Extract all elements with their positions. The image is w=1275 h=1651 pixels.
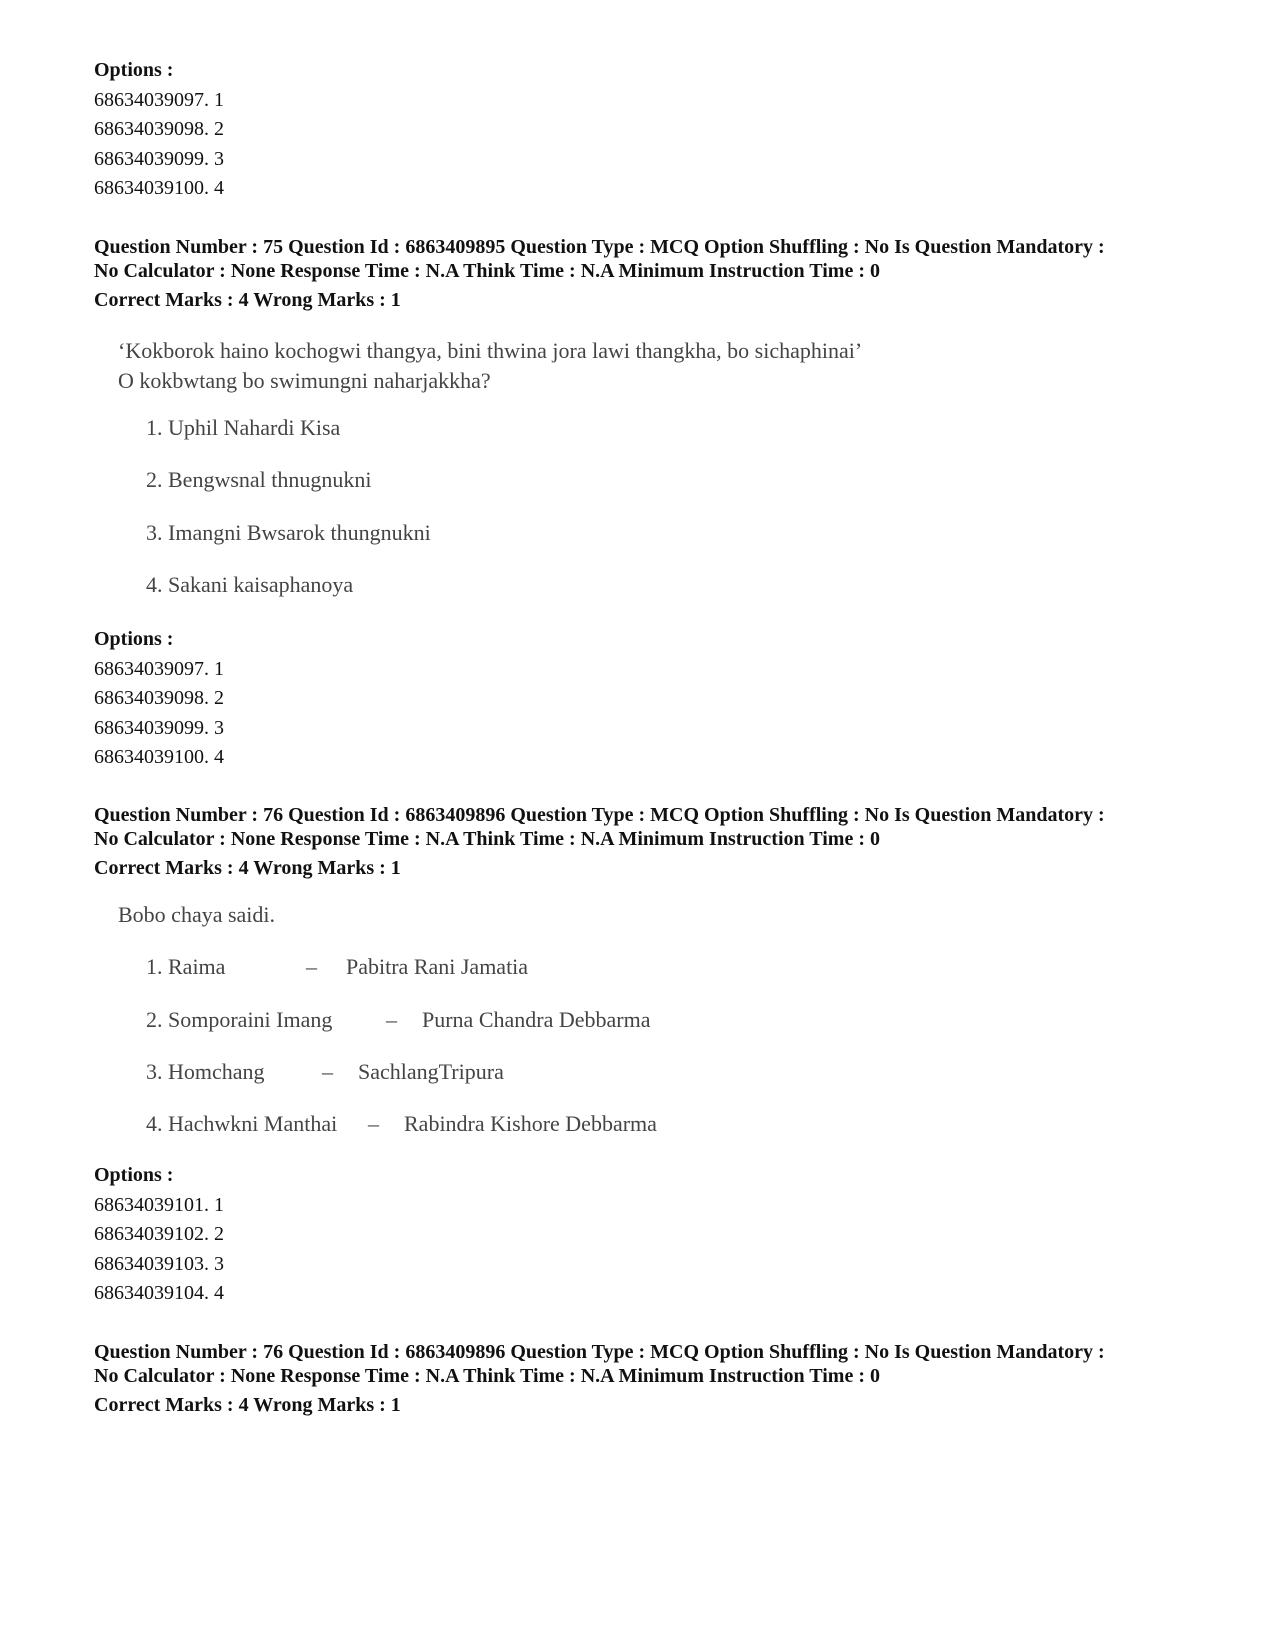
options-label: Options : [94,1164,174,1186]
option-item: 68634039103. 3 [94,1252,224,1275]
choice-dash: – [306,954,317,979]
question-choice [146,953,528,981]
question-stem-line: O kokbwtang bo swimungni naharjakkha? [118,368,491,393]
question-meta-line: Question Number : 76 Question Id : 6863409896 Question Type : MCQ Option Shuffling : No Is Question Mandatory : [94,1341,1105,1363]
question-choice [146,1006,650,1034]
choice-author: SachlangTripura [358,1059,504,1084]
option-item: 68634039104. 4 [94,1282,224,1304]
question-header-76-repeat [94,1340,1214,1417]
options-block-top [94,56,1214,204]
question-marks-line: Correct Marks : 4 Wrong Marks : 1 [94,1394,401,1416]
question-choice: 4. Sakani kaisaphanoya [146,572,354,597]
choice-dash: – [368,1111,379,1136]
option-item: 68634039097. 1 [94,88,224,111]
question-header-76 [94,803,1214,880]
options-block-75 [94,625,1214,773]
choice-dash: – [386,1007,397,1032]
option-item: 68634039100. 4 [94,746,224,768]
option-item: 68634039098. 2 [94,118,224,140]
choice-title: 2. Somporaini Imang [146,1007,333,1032]
option-item: 68634039097. 1 [94,657,224,680]
question-marks-line: Correct Marks : 4 Wrong Marks : 1 [94,289,401,311]
question-choice: 1. Uphil Nahardi Kisa [146,415,341,440]
question-choice: 2. Bengwsnal thnugnukni [146,467,372,492]
option-item: 68634039101. 1 [94,1193,224,1216]
question-meta-line: No Calculator : None Response Time : N.A Think Time : N.A Minimum Instruction Time : 0 [94,828,880,850]
choice-title: 3. Homchang [146,1059,265,1084]
question-meta-line: Question Number : 76 Question Id : 6863409896 Question Type : MCQ Option Shuffling : No Is Question Mandatory : [94,804,1105,826]
question-choice [146,1110,657,1138]
option-item: 68634039100. 4 [94,177,224,199]
option-item: 68634039099. 3 [94,147,224,170]
option-item: 68634039102. 2 [94,1223,224,1245]
choice-title: 1. Raima [146,954,226,979]
question-stem-line: Bobo chaya saidi. [118,902,276,927]
question-meta-line: No Calculator : None Response Time : N.A Think Time : N.A Minimum Instruction Time : 0 [94,1365,880,1387]
question-meta-line: No Calculator : None Response Time : N.A Think Time : N.A Minimum Instruction Time : 0 [94,260,880,282]
question-marks-line: Correct Marks : 4 Wrong Marks : 1 [94,857,401,879]
question-choice [146,1058,504,1086]
choice-author: Rabindra Kishore Debbarma [404,1111,657,1136]
choice-title: 4. Hachwkni Manthai [146,1111,338,1136]
options-block-76 [94,1161,1214,1309]
choice-author: Purna Chandra Debbarma [422,1007,651,1032]
option-item: 68634039099. 3 [94,716,224,739]
options-label: Options : [94,59,174,81]
choice-author: Pabitra Rani Jamatia [346,954,529,979]
question-image-76 [118,900,1018,1160]
question-image-75 [118,336,1018,616]
option-item: 68634039098. 2 [94,687,224,709]
question-stem-line: ‘Kokborok haino kochogwi thangya, bini thwina jora lawi thangkha, bo sichaphinai’ [118,338,863,363]
choice-dash: – [322,1059,333,1084]
question-header-75 [94,235,1214,312]
question-meta-line: Question Number : 75 Question Id : 6863409895 Question Type : MCQ Option Shuffling : No Is Question Mandatory : [94,236,1105,258]
question-choice: 3. Imangni Bwsarok thungnukni [146,520,431,545]
options-label: Options : [94,628,174,650]
